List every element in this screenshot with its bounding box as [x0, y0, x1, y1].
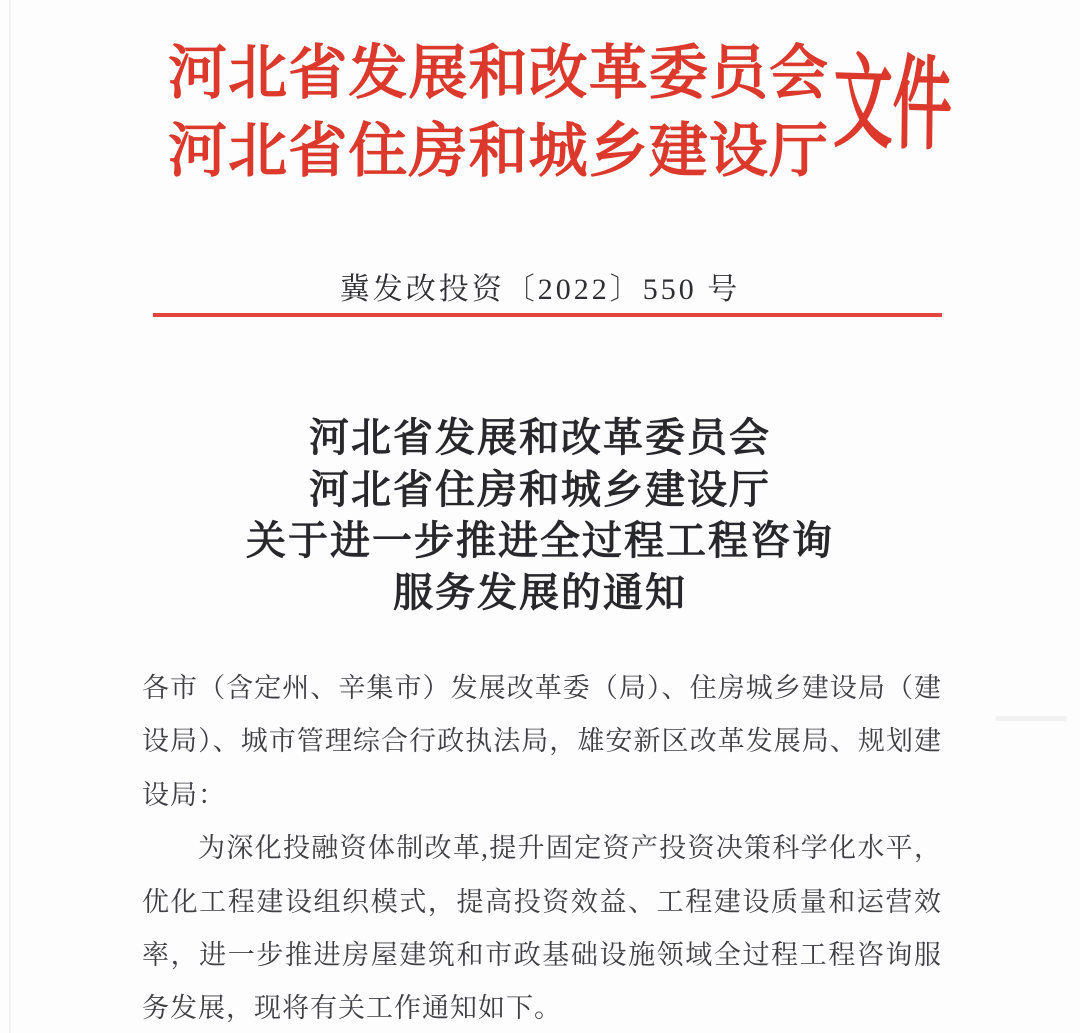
letterhead-agency-2: 河北省住房和城乡建设厅 [168, 118, 828, 184]
salutation-line-1: 各市（含定州、辛集市）发展改革委（局）、住房城乡建设局（建 [142, 673, 942, 703]
salutation-line-3: 设局： [142, 779, 226, 810]
document-title [0, 412, 1080, 618]
title-line-2: 河北省住房和城乡建设厅 [309, 466, 771, 512]
salutation-line-2: 设局）、城市管理综合行政执法局，雄安新区改革发展局、规划建 [142, 726, 942, 757]
letterhead-agency-1: 河北省发展和改革委员会 [168, 40, 828, 106]
paragraph-line-4: 务发展，现将有关工作通知如下。 [142, 993, 562, 1024]
document-label: 文件 [832, 47, 953, 164]
title-line-1: 河北省发展和改革委员会 [309, 415, 771, 460]
document-body [142, 662, 942, 1033]
title-line-4: 服务发展的通知 [393, 569, 687, 615]
document-number: 冀发改投资〔2022〕550 号 [339, 273, 741, 306]
paragraph-line-1: 为深化投融资体制改革,提升固定资产投资决策科学化水平， [198, 833, 942, 864]
paragraph-line-3: 率，进一步推进房屋建筑和市政基础设施领域全过程工程咨询服 [142, 939, 942, 970]
red-divider-line [153, 313, 942, 317]
title-line-3: 关于进一步推进全过程工程咨询 [246, 518, 834, 563]
scan-smudge-artifact [995, 716, 1067, 721]
letterhead-agencies [168, 34, 828, 190]
paragraph-line-2: 优化工程建设组织模式，提高投资效益、工程建设质量和运营效 [142, 886, 942, 917]
